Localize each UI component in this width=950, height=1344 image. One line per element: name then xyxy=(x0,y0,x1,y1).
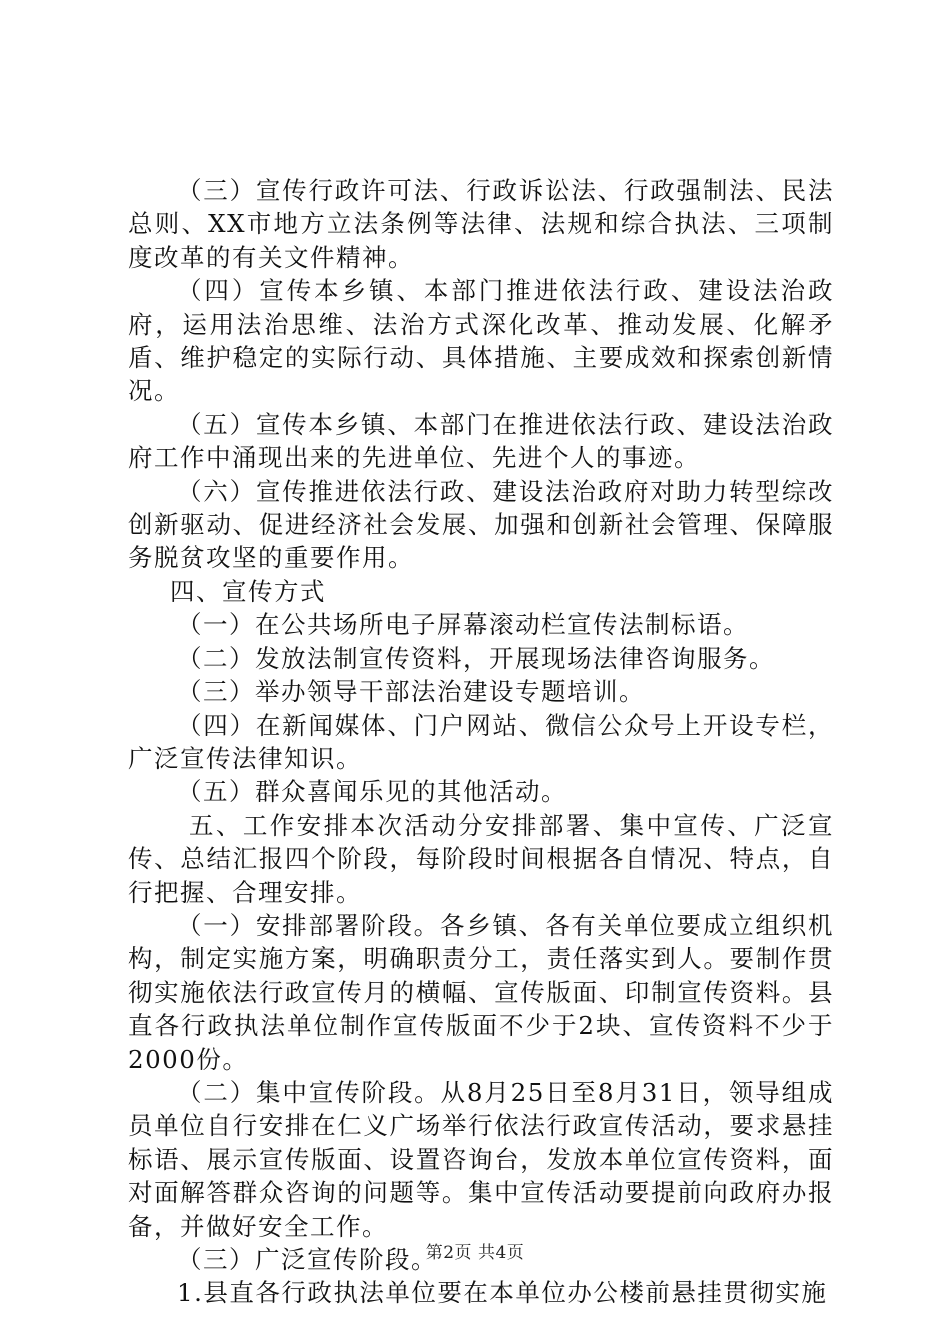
paragraph-promote-importance: （六）宣传推进依法行政、建设法治政府对助力转型综改创新驱动、促进经济社会发展、加强和创新社会管理、保障服务脱贫攻坚的重要作用。 xyxy=(128,476,834,573)
paragraph-item-1: 1.县直各行政执法单位要在本单位办公楼前悬挂贯彻实施 xyxy=(177,1278,828,1308)
document-body xyxy=(128,174,834,1310)
paragraph-stage-extensive: （三）广泛宣传阶段。 xyxy=(177,1245,437,1274)
paragraph-method-3: （三）举办领导干部法治建设专题培训。 xyxy=(177,677,645,707)
paragraph-promote-laws: （三）宣传行政许可法、行政诉讼法、行政强制法、民法总则、XX市地方立法条例等法律、法规和综合执法、三项制度改革的有关文件精神。 xyxy=(128,176,834,272)
paragraph-method-4: （四）在新闻媒体、门户网站、微信公众号上开设专栏，广泛宣传法律知识。 xyxy=(128,710,834,773)
paragraph-stage-deployment: （一）安排部署阶段。各乡镇、各有关单位要成立组织机构，制定实施方案，明确职责分工，责任落实到人。要制作贯彻实施依法行政宣传月的横幅、宣传版面、印制宣传资料。县直各行政执法单位制作宣传版面不少于2块、宣传资料不少于2000份。 xyxy=(128,910,834,1074)
paragraph-stage-concentrated: （二）集中宣传阶段。从8月25日至8月31日，领导组成员单位自行安排在仁义广场举行依法行政宣传活动，要求悬挂标语、展示宣传版面、设置咨询台，发放本单位宣传资料，面对面解答群众咨询的问题等。集中宣传活动要提前向政府办报备，并做好安全工作。 xyxy=(128,1077,834,1241)
page-number-footer: 第2页 共4页 xyxy=(425,1243,525,1263)
paragraph-method-1: （一）在公共场所电子屏幕滚动栏宣传法制标语。 xyxy=(177,610,749,640)
paragraph-promote-rule-of-law: （四）宣传本乡镇、本部门推进依法行政、建设法治政府，运用法治思维、法治方式深化改革、推动发展、化解矛盾、维护稳定的实际行动、具体措施、主要成效和探索创新情况。 xyxy=(128,276,834,406)
paragraph-method-5: （五）群众喜闻乐见的其他活动。 xyxy=(177,777,567,807)
paragraph-promote-advanced-units: （五）宣传本乡镇、本部门在推进依法行政、建设法治政府工作中涌现出来的先进单位、先进个人的事迹。 xyxy=(128,409,834,473)
paragraph-method-2: （二）发放法制宣传资料，开展现场法律咨询服务。 xyxy=(177,643,775,673)
section-heading-methods: 四、宣传方式 xyxy=(170,576,326,606)
section-heading-work-arrangement: 五、工作安排本次活动分安排部署、集中宣传、广泛宣传、总结汇报四个阶段，每阶段时间根据各自情况、特点，自行把握、合理安排。 xyxy=(128,810,834,907)
